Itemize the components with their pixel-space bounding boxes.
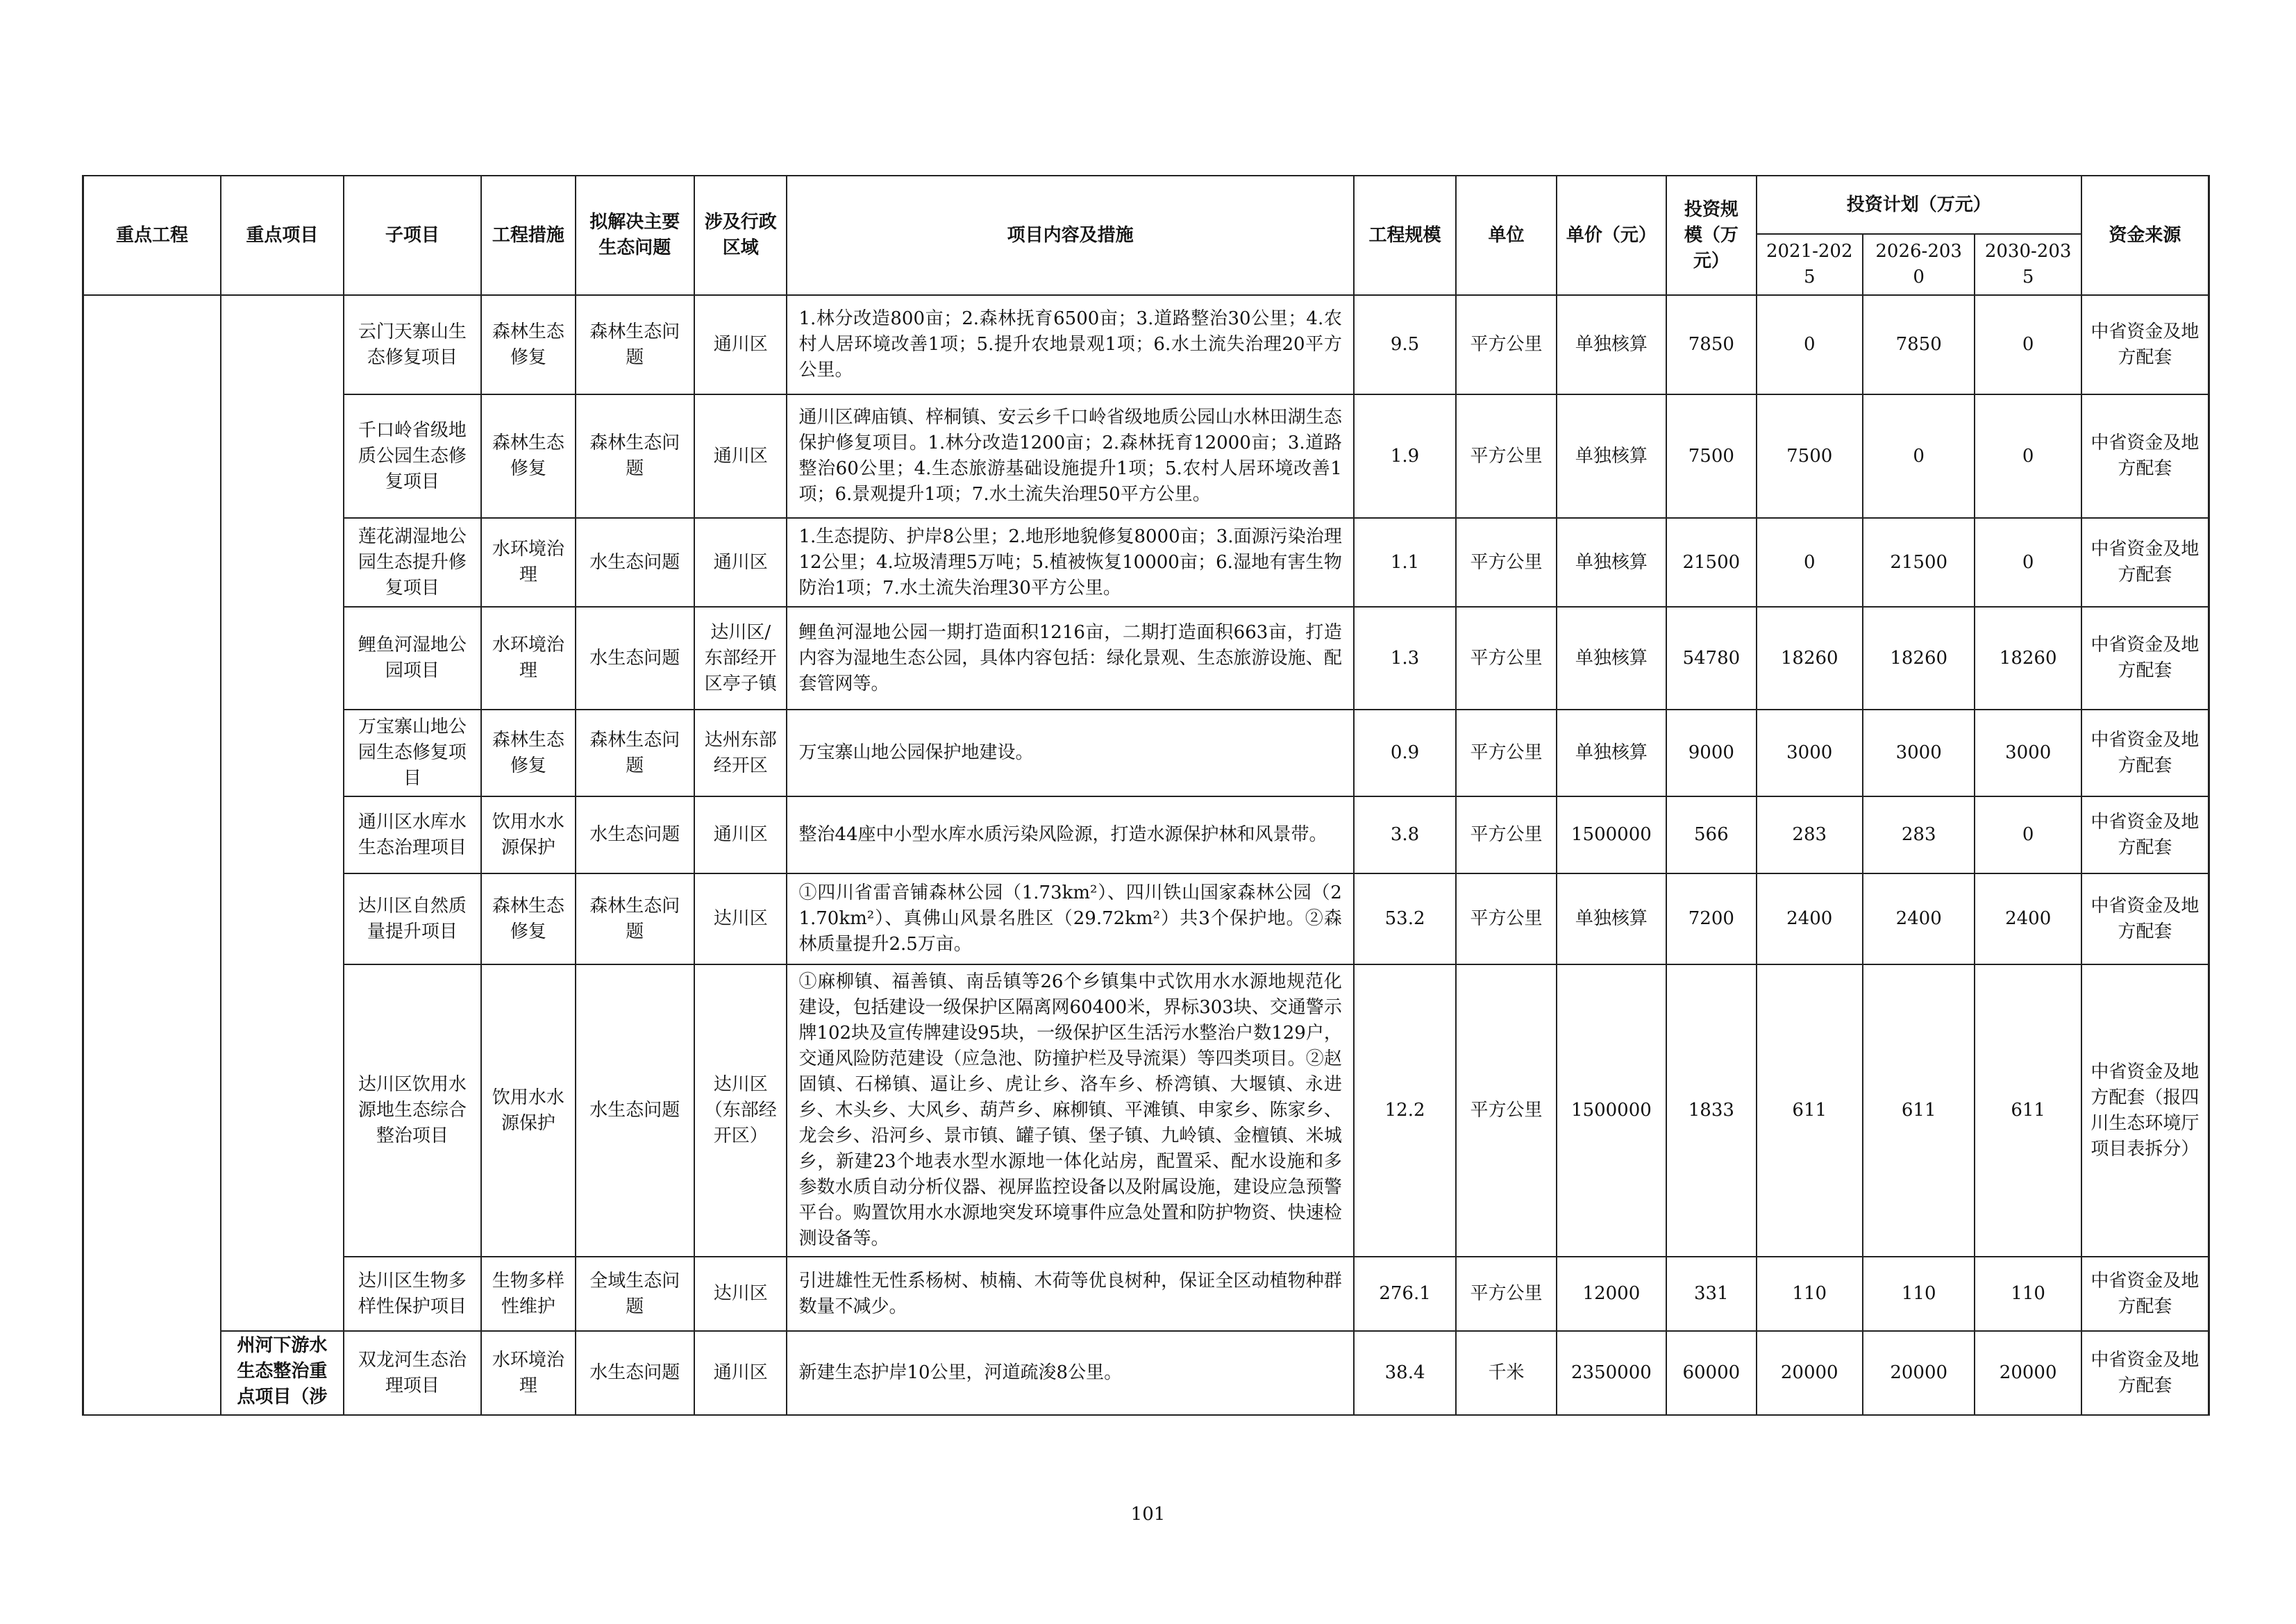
header-unit: 单位 — [1456, 176, 1556, 295]
cell-content: ①麻柳镇、福善镇、南岳镇等26个乡镇集中式饮用水水源地规范化建设，包括建设一级保护区隔离网60400米，界标303块、交通警示牌102块及宣传牌建设95块，一级保护区生活污水整治户数129户，交通风险防范建设（应急池、防撞护栏及导流渠）等四类项目。②赵固镇、石梯镇、逼让乡、虎让乡、洛车乡、桥湾镇、大堰镇、永进乡、木头乡、大风乡、葫芦乡、麻柳镇、平滩镇、申家乡、陈家乡、龙会乡、沿河乡、景市镇、罐子镇、堡子镇、九岭镇、金檀镇、米城乡，新建23个地表水型水源地一体化站房，配置采、配水设施和多参数水质自动分析仪器、视屏监控设备以及附属设施，建设应急预警平台。购置饮用水水源地突发环境事件应急处置和防护物资、快速检测设备等。 — [787, 964, 1353, 1257]
cell-problem: 森林生态问题 — [576, 295, 695, 394]
cell-sub-item: 达川区生物多样性保护项目 — [344, 1257, 482, 1331]
cell-unit: 平方公里 — [1456, 1257, 1556, 1331]
cell-price: 单独核算 — [1557, 873, 1666, 964]
header-price: 单价（元） — [1557, 176, 1666, 295]
cell-sub-item: 莲花湖湿地公园生态提升修复项目 — [344, 518, 482, 607]
cell-region: 通川区 — [694, 1331, 787, 1415]
header-major-item: 重点项目 — [221, 176, 344, 295]
cell-plan-2026-2030: 611 — [1863, 964, 1975, 1257]
cell-plan-2030-2035: 20000 — [1975, 1331, 2081, 1415]
header-problem: 拟解决主要生态问题 — [576, 176, 695, 295]
cell-price: 1500000 — [1557, 796, 1666, 873]
cell-source: 中省资金及地方配套 — [2081, 394, 2209, 518]
cell-price: 2350000 — [1557, 1331, 1666, 1415]
cell-unit: 平方公里 — [1456, 394, 1556, 518]
cell-plan-2026-2030: 110 — [1863, 1257, 1975, 1331]
cell-investment: 566 — [1666, 796, 1756, 873]
cell-measure: 森林生态修复 — [481, 710, 575, 796]
table-row — [83, 1331, 2209, 1415]
cell-region: 通川区 — [694, 394, 787, 518]
cell-plan-2021-2025: 0 — [1757, 295, 1863, 394]
cell-price: 单独核算 — [1557, 394, 1666, 518]
cell-plan-2021-2025: 3000 — [1757, 710, 1863, 796]
cell-measure: 饮用水水源保护 — [481, 796, 575, 873]
table-body — [83, 295, 2209, 1415]
cell-sub-item: 万宝寨山地公园生态修复项目 — [344, 710, 482, 796]
cell-scale: 9.5 — [1354, 295, 1456, 394]
table-row — [83, 607, 2209, 710]
header-content: 项目内容及措施 — [787, 176, 1353, 295]
header-year-2: 2026-2030 — [1863, 234, 1975, 295]
cell-sub-item: 达川区饮用水源地生态综合整治项目 — [344, 964, 482, 1257]
cell-plan-2030-2035: 0 — [1975, 394, 2081, 518]
header-key-project: 重点工程 — [83, 176, 221, 295]
header-measure: 工程措施 — [481, 176, 575, 295]
cell-measure: 水环境治理 — [481, 607, 575, 710]
cell-source: 中省资金及地方配套 — [2081, 607, 2209, 710]
cell-plan-2021-2025: 0 — [1757, 518, 1863, 607]
header-sub-item: 子项目 — [344, 176, 482, 295]
cell-plan-2030-2035: 2400 — [1975, 873, 2081, 964]
cell-content: 通川区碑庙镇、梓桐镇、安云乡千口岭省级地质公园山水林田湖生态保护修复项目。1.林分改造1200亩；2.森林抚育12000亩；3.道路整治60公里；4.生态旅游基础设施提升1项；5.农村人居环境改善1项；6.景观提升1项；7.水土流失治理50平方公里。 — [787, 394, 1353, 518]
cell-problem: 水生态问题 — [576, 518, 695, 607]
cell-problem: 水生态问题 — [576, 607, 695, 710]
cell-problem: 水生态问题 — [576, 1331, 695, 1415]
table-row — [83, 964, 2209, 1257]
table-row — [83, 518, 2209, 607]
cell-price: 1500000 — [1557, 964, 1666, 1257]
cell-plan-2021-2025: 283 — [1757, 796, 1863, 873]
cell-plan-2026-2030: 18260 — [1863, 607, 1975, 710]
cell-price: 单独核算 — [1557, 710, 1666, 796]
cell-investment: 9000 — [1666, 710, 1756, 796]
table-row — [83, 710, 2209, 796]
cell-plan-2026-2030: 0 — [1863, 394, 1975, 518]
cell-plan-2021-2025: 20000 — [1757, 1331, 1863, 1415]
cell-unit: 平方公里 — [1456, 295, 1556, 394]
cell-plan-2030-2035: 110 — [1975, 1257, 2081, 1331]
cell-plan-2026-2030: 2400 — [1863, 873, 1975, 964]
cell-plan-2021-2025: 18260 — [1757, 607, 1863, 710]
cell-content: 鲤鱼河湿地公园一期打造面积1216亩，二期打造面积663亩，打造内容为湿地生态公园，具体内容包括：绿化景观、生态旅游设施、配套管网等。 — [787, 607, 1353, 710]
cell-content: ①四川省雷音铺森林公园（1.73km²）、四川铁山国家森林公园（21.70km²）、真佛山风景名胜区（29.72km²）共3个保护地。②森林质量提升2.5万亩。 — [787, 873, 1353, 964]
cell-measure: 森林生态修复 — [481, 873, 575, 964]
cell-investment: 331 — [1666, 1257, 1756, 1331]
cell-plan-2026-2030: 7850 — [1863, 295, 1975, 394]
cell-investment: 54780 — [1666, 607, 1756, 710]
cell-sub-item: 千口岭省级地质公园生态修复项目 — [344, 394, 482, 518]
header-scale: 工程规模 — [1354, 176, 1456, 295]
cell-plan-2030-2035: 0 — [1975, 518, 2081, 607]
cell-plan-2026-2030: 21500 — [1863, 518, 1975, 607]
cell-region: 达川区（东部经开区） — [694, 964, 787, 1257]
cell-plan-2030-2035: 3000 — [1975, 710, 2081, 796]
cell-scale: 0.9 — [1354, 710, 1456, 796]
cell-scale: 53.2 — [1354, 873, 1456, 964]
cell-region: 达川区/东部经开区亭子镇 — [694, 607, 787, 710]
cell-unit: 平方公里 — [1456, 964, 1556, 1257]
cell-source: 中省资金及地方配套 — [2081, 873, 2209, 964]
cell-region: 达川区 — [694, 873, 787, 964]
cell-unit: 千米 — [1456, 1331, 1556, 1415]
table-row — [83, 873, 2209, 964]
cell-scale: 38.4 — [1354, 1331, 1456, 1415]
cell-investment: 7850 — [1666, 295, 1756, 394]
cell-source: 中省资金及地方配套 — [2081, 710, 2209, 796]
cell-major-item-span — [221, 295, 344, 1331]
cell-scale: 1.1 — [1354, 518, 1456, 607]
cell-region: 通川区 — [694, 295, 787, 394]
cell-scale: 1.3 — [1354, 607, 1456, 710]
cell-source: 中省资金及地方配套（报四川生态环境厅项目表拆分） — [2081, 964, 2209, 1257]
cell-scale: 1.9 — [1354, 394, 1456, 518]
cell-plan-2026-2030: 283 — [1863, 796, 1975, 873]
cell-scale: 12.2 — [1354, 964, 1456, 1257]
cell-problem: 全域生态问题 — [576, 1257, 695, 1331]
cell-unit: 平方公里 — [1456, 873, 1556, 964]
cell-region: 通川区 — [694, 796, 787, 873]
table-row — [83, 394, 2209, 518]
cell-plan-2026-2030: 3000 — [1863, 710, 1975, 796]
cell-region: 通川区 — [694, 518, 787, 607]
cell-content: 万宝寨山地公园保护地建设。 — [787, 710, 1353, 796]
header-region: 涉及行政区域 — [694, 176, 787, 295]
cell-unit: 平方公里 — [1456, 796, 1556, 873]
cell-measure: 水环境治理 — [481, 518, 575, 607]
cell-scale: 3.8 — [1354, 796, 1456, 873]
cell-plan-2026-2030: 20000 — [1863, 1331, 1975, 1415]
cell-content: 1.林分改造800亩；2.森林抚育6500亩；3.道路整治30公里；4.农村人居环境改善1项；5.提升农地景观1项；6.水土流失治理20平方公里。 — [787, 295, 1353, 394]
cell-sub-item: 鲤鱼河湿地公园项目 — [344, 607, 482, 710]
cell-scale: 276.1 — [1354, 1257, 1456, 1331]
cell-sub-item: 云门天寨山生态修复项目 — [344, 295, 482, 394]
cell-source: 中省资金及地方配套 — [2081, 1257, 2209, 1331]
cell-investment: 7500 — [1666, 394, 1756, 518]
header-plan: 投资计划（万元） — [1757, 176, 2081, 234]
cell-price: 单独核算 — [1557, 295, 1666, 394]
cell-investment: 7200 — [1666, 873, 1756, 964]
cell-measure: 森林生态修复 — [481, 295, 575, 394]
cell-investment: 60000 — [1666, 1331, 1756, 1415]
cell-content: 引进雄性无性系杨树、桢楠、木荷等优良树种，保证全区动植物种群数量不减少。 — [787, 1257, 1353, 1331]
cell-price: 单独核算 — [1557, 518, 1666, 607]
project-table — [82, 175, 2210, 1416]
cell-content: 新建生态护岸10公里，河道疏浚8公里。 — [787, 1331, 1353, 1415]
cell-investment: 1833 — [1666, 964, 1756, 1257]
cell-problem: 水生态问题 — [576, 964, 695, 1257]
cell-plan-2021-2025: 7500 — [1757, 394, 1863, 518]
cell-price: 单独核算 — [1557, 607, 1666, 710]
cell-content: 整治44座中小型水库水质污染风险源，打造水源保护林和风景带。 — [787, 796, 1353, 873]
cell-unit: 平方公里 — [1456, 710, 1556, 796]
cell-measure: 水环境治理 — [481, 1331, 575, 1415]
cell-unit: 平方公里 — [1456, 607, 1556, 710]
cell-plan-2021-2025: 611 — [1757, 964, 1863, 1257]
table-row — [83, 295, 2209, 394]
cell-plan-2030-2035: 0 — [1975, 796, 2081, 873]
cell-plan-2021-2025: 110 — [1757, 1257, 1863, 1331]
cell-key-project-span — [83, 295, 221, 1415]
cell-problem: 森林生态问题 — [576, 394, 695, 518]
cell-sub-item: 通川区水库水生态治理项目 — [344, 796, 482, 873]
cell-content: 1.生态提防、护岸8公里；2.地形地貌修复8000亩；3.面源污染治理12公里；4.垃圾清理5万吨；5.植被恢复10000亩；6.湿地有害生物防治1项；7.水土流失治理30平方公里。 — [787, 518, 1353, 607]
header-investment: 投资规模（万元） — [1666, 176, 1756, 295]
cell-major-item: 州河下游水生态整治重点项目（涉 — [221, 1331, 344, 1415]
cell-source: 中省资金及地方配套 — [2081, 295, 2209, 394]
cell-sub-item: 双龙河生态治理项目 — [344, 1331, 482, 1415]
page-number: 101 — [1130, 1504, 1166, 1525]
cell-price: 12000 — [1557, 1257, 1666, 1331]
cell-source: 中省资金及地方配套 — [2081, 1331, 2209, 1415]
cell-plan-2021-2025: 2400 — [1757, 873, 1863, 964]
cell-unit: 平方公里 — [1456, 518, 1556, 607]
cell-plan-2030-2035: 18260 — [1975, 607, 2081, 710]
cell-measure: 森林生态修复 — [481, 394, 575, 518]
cell-source: 中省资金及地方配套 — [2081, 796, 2209, 873]
cell-measure: 饮用水水源保护 — [481, 964, 575, 1257]
header-year-3: 2030-2035 — [1975, 234, 2081, 295]
cell-problem: 森林生态问题 — [576, 873, 695, 964]
cell-problem: 水生态问题 — [576, 796, 695, 873]
cell-region: 达川区 — [694, 1257, 787, 1331]
cell-sub-item: 达川区自然质量提升项目 — [344, 873, 482, 964]
cell-plan-2030-2035: 611 — [1975, 964, 2081, 1257]
table-row — [83, 1257, 2209, 1331]
table-row — [83, 796, 2209, 873]
cell-measure: 生物多样性维护 — [481, 1257, 575, 1331]
cell-plan-2030-2035: 0 — [1975, 295, 2081, 394]
cell-region: 达州东部经开区 — [694, 710, 787, 796]
cell-source: 中省资金及地方配套 — [2081, 518, 2209, 607]
header-source: 资金来源 — [2081, 176, 2209, 295]
cell-problem: 森林生态问题 — [576, 710, 695, 796]
header-year-1: 2021-2025 — [1757, 234, 1863, 295]
cell-investment: 21500 — [1666, 518, 1756, 607]
